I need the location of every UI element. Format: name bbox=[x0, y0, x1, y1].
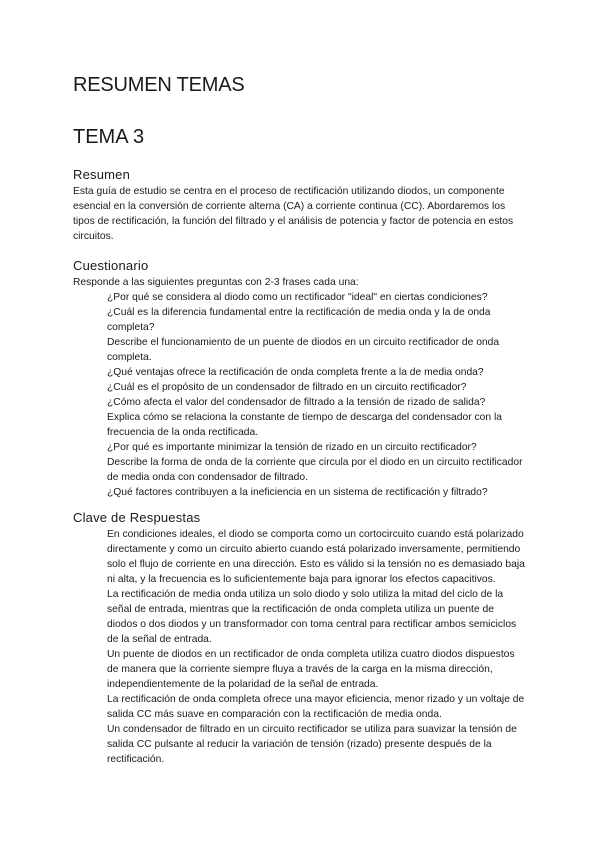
resumen-heading: Resumen bbox=[73, 167, 131, 182]
cuestionario-intro: Responde a las siguientes preguntas con 2-3 frases cada una: bbox=[73, 277, 359, 288]
question-list bbox=[107, 290, 525, 500]
question-item: ¿Cuál es el propósito de un condensador de filtrado en un circuito rectificador? bbox=[107, 382, 467, 393]
question-item: Describe el funcionamiento de un puente de diodos en un circuito rectificador de onda completa. bbox=[107, 337, 500, 363]
answer-item: Un puente de diodos en un rectificador de onda completa utiliza cuatro diodos dispuestos de manera que la corriente siempre fluya a través de la carga en la misma dirección, independientemente de la polaridad de la señal de entrada. bbox=[107, 649, 515, 690]
document-title: RESUMEN TEMAS bbox=[73, 74, 245, 96]
question-item: ¿Qué ventajas ofrece la rectificación de onda completa frente a la de media onda? bbox=[107, 367, 484, 378]
answer-item: La rectificación de media onda utiliza un solo diodo y solo utiliza la mitad del ciclo de la señal de entrada, mientras que la rectificación de onda completa utiliza un puente de diodos o dos diodos y un transformador con toma central para rectificar ambos semiciclos de la señal de entrada. bbox=[107, 589, 517, 645]
question-item: ¿Cómo afecta el valor del condensador de filtrado a la tensión de rizado de salida? bbox=[107, 397, 486, 408]
question-item: ¿Por qué se considera al diodo como un rectificador "ideal" en ciertas condiciones? bbox=[107, 292, 488, 303]
question-item: ¿Qué factores contribuyen a la ineficiencia en un sistema de rectificación y filtrado? bbox=[107, 487, 488, 498]
answer-item: Un condensador de filtrado en un circuito rectificador se utiliza para suavizar la tensión de salida CC pulsante al reducir la variación de tensión (rizado) presente después de la rectificación. bbox=[107, 724, 517, 765]
question-item: ¿Por qué es importante minimizar la tensión de rizado en un circuito rectificador? bbox=[107, 442, 477, 453]
answer-list bbox=[107, 527, 525, 767]
resumen-paragraph: Esta guía de estudio se centra en el proceso de rectificación utilizando diodos, un componente esencial en la conversión de corriente alterna (CA) a corriente continua (CC). Abordaremos los tipos de rectificación, la función del filtrado y el análisis de potencia y factor de potencia en estos circuitos. bbox=[73, 186, 514, 242]
cuestionario-heading: Cuestionario bbox=[73, 258, 149, 273]
question-item: Explica cómo se relaciona la constante de tiempo de descarga del condensador con la frecuencia de la onda rectificada. bbox=[107, 412, 502, 438]
clave-heading: Clave de Respuestas bbox=[73, 510, 201, 525]
answer-item: La rectificación de onda completa ofrece una mayor eficiencia, menor rizado y un voltaje de salida CC más suave en comparación con la rectificación de media onda. bbox=[107, 694, 525, 720]
answer-item: En condiciones ideales, el diodo se comporta como un cortocircuito cuando está polarizado directamente y como un circuito abierto cuando está polarizado inversamente, permitiendo solo el flujo de corriente en una dirección. Esto es válido si la tensión no es demasiado baja ni alta, y la frecuencia es lo suficientemente baja para ignorar los efectos capacitivos. bbox=[107, 529, 525, 585]
question-item: ¿Cuál es la diferencia fundamental entre la rectificación de media onda y la de onda completa? bbox=[107, 307, 491, 333]
topic-heading: TEMA 3 bbox=[73, 126, 145, 148]
question-item: Describe la forma de onda de la corriente que circula por el diodo en un circuito rectificador de media onda con condensador de filtrado. bbox=[107, 457, 523, 483]
